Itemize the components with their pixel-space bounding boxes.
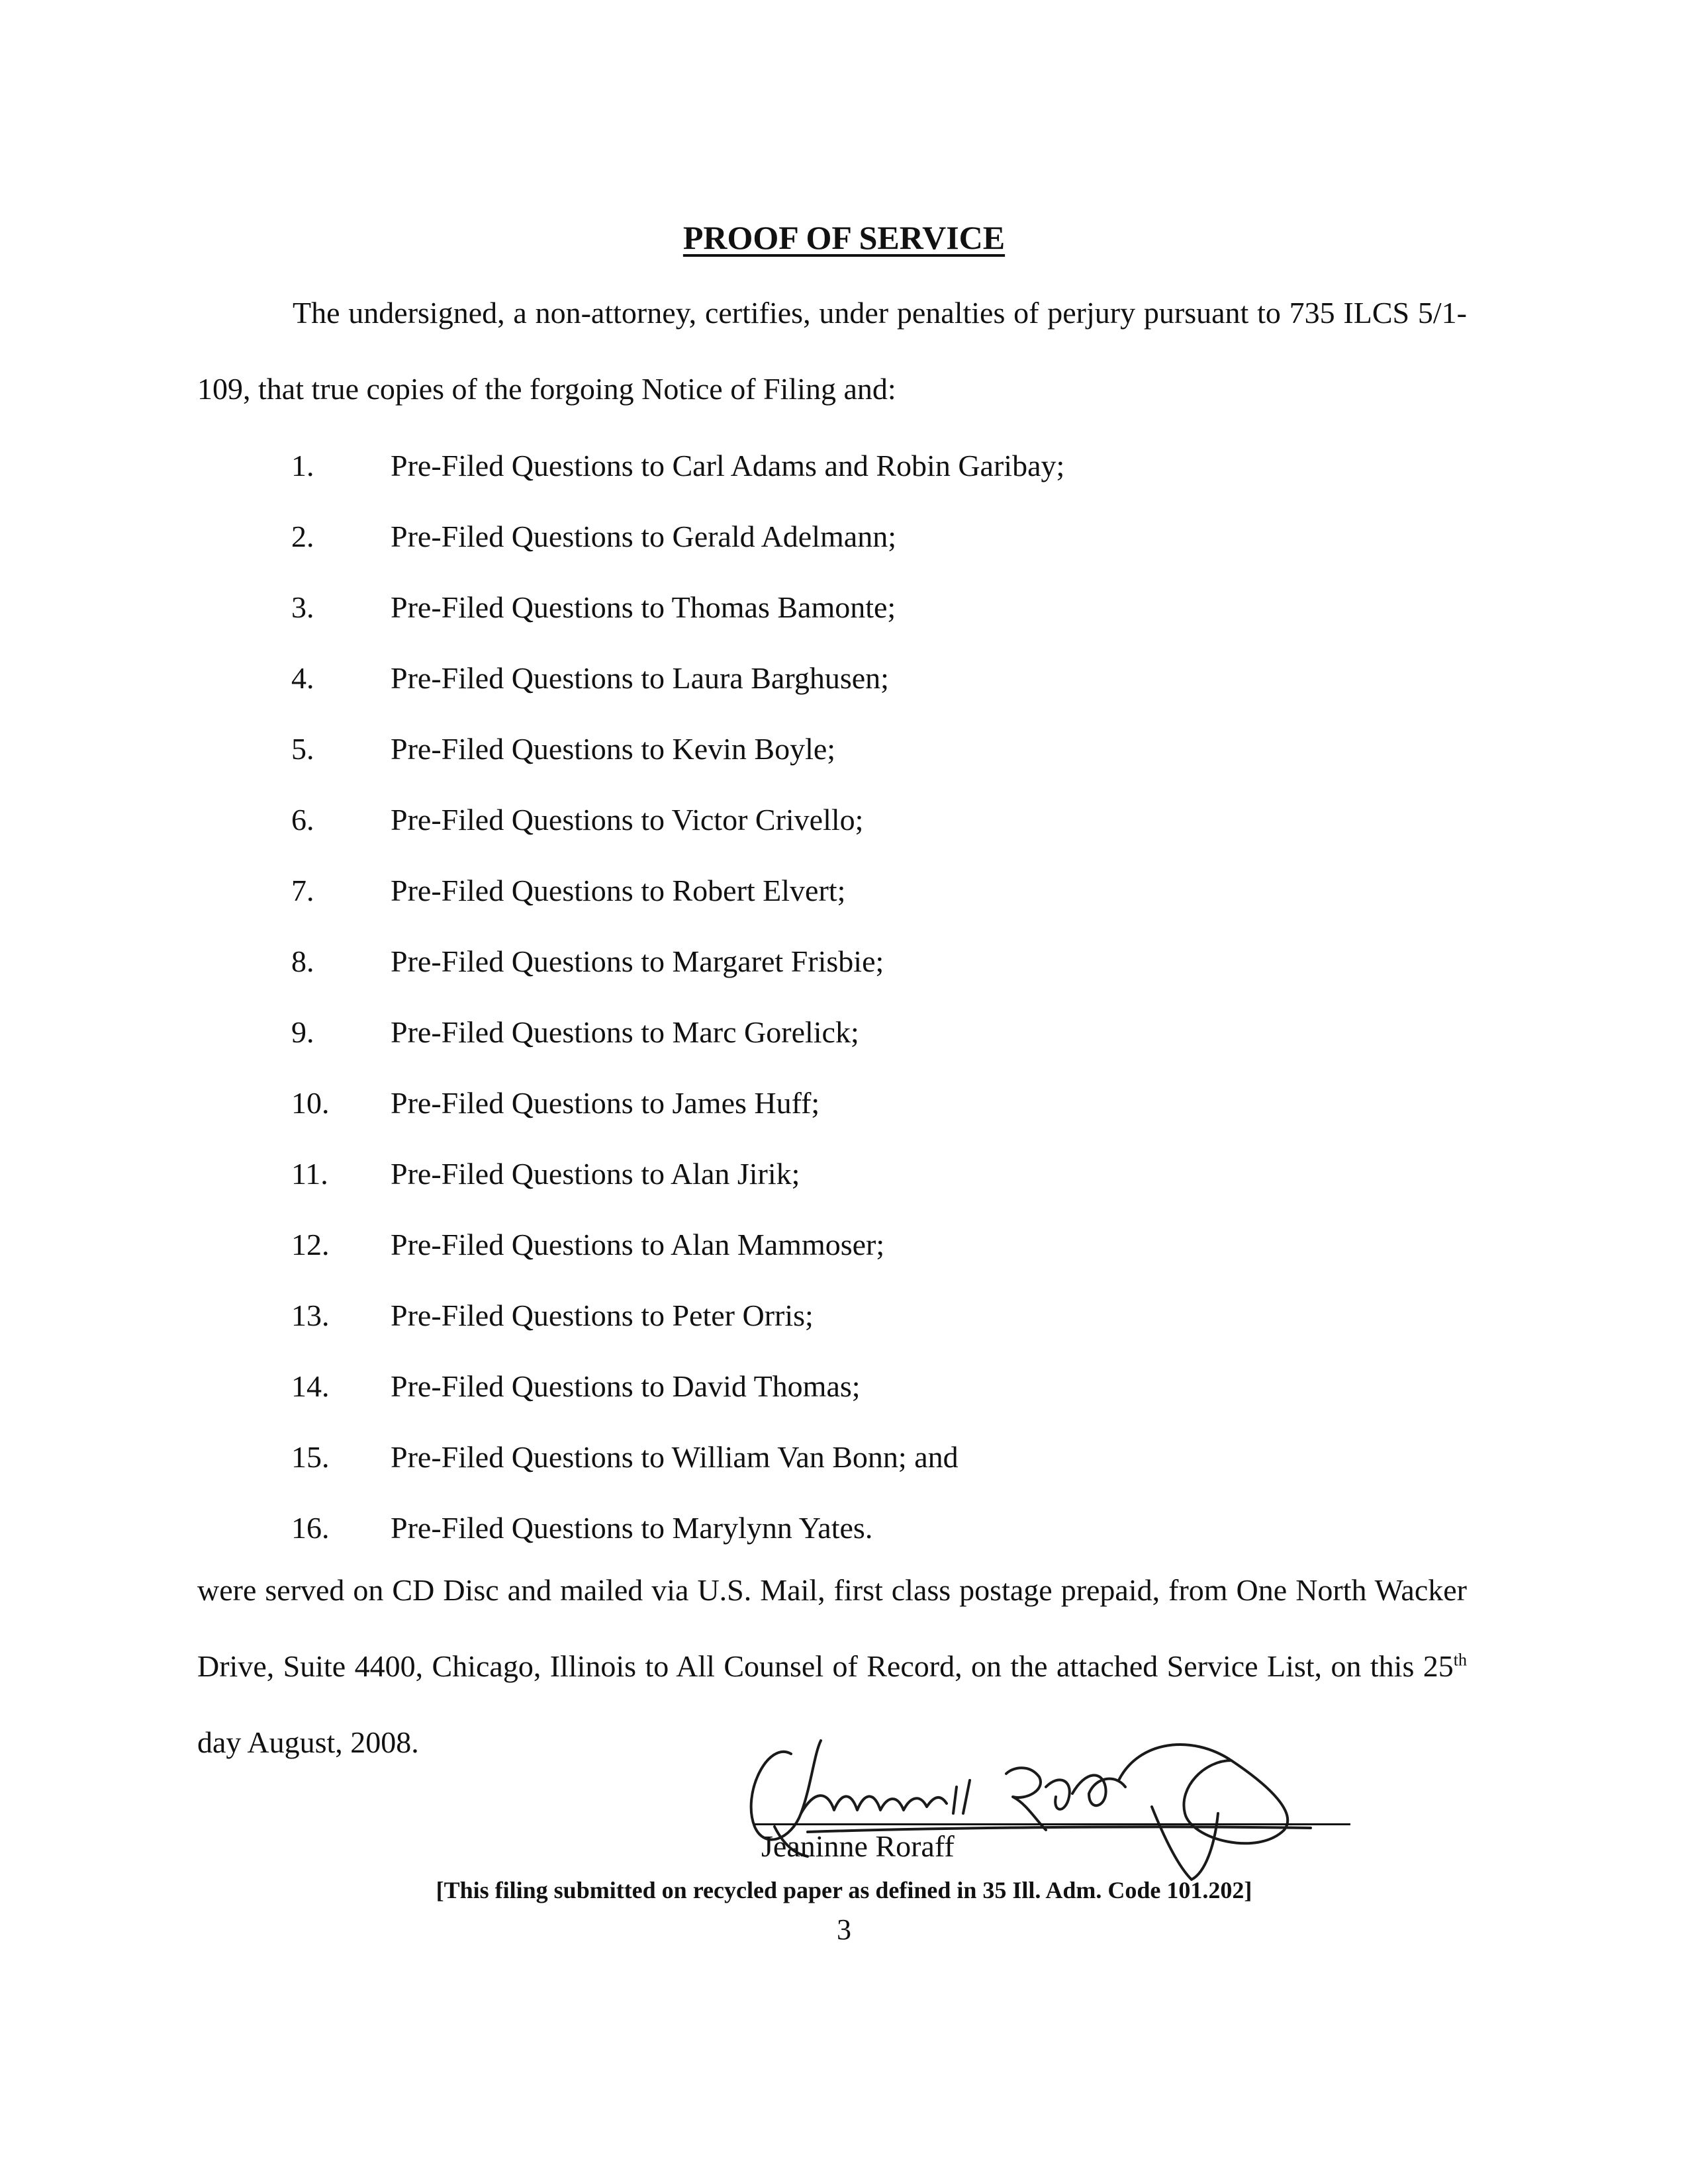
list-item <box>291 926 1064 997</box>
list-item-number: 7. <box>291 874 314 907</box>
list-item <box>291 784 1064 855</box>
signer-name: Jeaninne Roraff <box>761 1829 955 1863</box>
list-item-text: Pre-Filed Questions to Gerald Adelmann; <box>391 520 896 553</box>
list-item-text: Pre-Filed Questions to Alan Jirik; <box>391 1157 800 1191</box>
list-item <box>291 1068 1064 1138</box>
list-item <box>291 430 1064 501</box>
list-item <box>291 1280 1064 1351</box>
list-item-text: Pre-Filed Questions to William Van Bonn; and <box>391 1440 959 1474</box>
list-item <box>291 643 1064 713</box>
service-text: were served on CD Disc and mailed via U.S. Mail, first class postage prepaid, from One North Wacker Drive, Suite 4400, Chicago, Illinois to All Counsel of Record, on the attached Service List, on this 25 <box>197 1573 1467 1683</box>
list-item-text: Pre-Filed Questions to Robert Elvert; <box>391 874 846 907</box>
list-item-text: Pre-Filed Questions to David Thomas; <box>391 1369 861 1403</box>
list-item-text: Pre-Filed Questions to Thomas Bamonte; <box>391 590 896 624</box>
list-item-number: 8. <box>291 944 314 978</box>
list-item-number: 16. <box>291 1511 330 1545</box>
list-item-number: 5. <box>291 732 314 766</box>
list-item-text: Pre-Filed Questions to Marc Gorelick; <box>391 1015 859 1049</box>
list-item <box>291 1138 1064 1209</box>
list-item <box>291 997 1064 1068</box>
list-item <box>291 713 1064 784</box>
list-item-number: 13. <box>291 1298 330 1332</box>
list-item <box>291 501 1064 572</box>
recycled-paper-note: [This filing submitted on recycled paper as defined in 35 Ill. Adm. Code 101.202] <box>436 1877 1252 1903</box>
list-item-text: Pre-Filed Questions to Kevin Boyle; <box>391 732 836 766</box>
list-item <box>291 855 1064 926</box>
list-item-number: 12. <box>291 1228 330 1261</box>
signature-block <box>728 1714 1390 1886</box>
list-item <box>291 1351 1064 1422</box>
intro-paragraph: The undersigned, a non-attorney, certifies, under penalties of perjury pursuant to 735 ILCS 5/1-109, that true copies of the forgoing Notice of Filing and: <box>197 296 1467 406</box>
page-title: PROOF OF SERVICE <box>682 219 1006 256</box>
page-number: 3 <box>837 1913 851 1946</box>
served-documents-list <box>291 430 1064 1563</box>
list-item-number: 10. <box>291 1086 330 1120</box>
list-item <box>291 1209 1064 1280</box>
list-item-number: 15. <box>291 1440 330 1474</box>
list-item-number: 3. <box>291 590 314 624</box>
list-item-number: 1. <box>291 449 314 482</box>
list-item-text: Pre-Filed Questions to Carl Adams and Robin Garibay; <box>391 449 1065 482</box>
list-item-text: Pre-Filed Questions to Peter Orris; <box>391 1298 814 1332</box>
list-item-number: 11. <box>291 1157 328 1191</box>
list-item-number: 6. <box>291 803 314 837</box>
list-item-number: 2. <box>291 520 314 553</box>
service-text-end: day August, 2008. <box>197 1725 419 1759</box>
list-item-number: 9. <box>291 1015 314 1049</box>
list-item-number: 4. <box>291 661 314 695</box>
list-item-text: Pre-Filed Questions to James Huff; <box>391 1086 820 1120</box>
list-item-text: Pre-Filed Questions to Victor Crivello; <box>391 803 864 837</box>
list-item <box>291 1422 1064 1492</box>
list-item-text: Pre-Filed Questions to Laura Barghusen; <box>391 661 889 695</box>
signature-line <box>755 1823 1350 1825</box>
list-item-text: Pre-Filed Questions to Marylynn Yates. <box>391 1511 873 1545</box>
list-item-text: Pre-Filed Questions to Margaret Frisbie; <box>391 944 884 978</box>
list-item <box>291 572 1064 643</box>
list-item-text: Pre-Filed Questions to Alan Mammoser; <box>391 1228 885 1261</box>
day-ordinal-suffix: th <box>1453 1650 1467 1670</box>
list-item-number: 14. <box>291 1369 330 1403</box>
